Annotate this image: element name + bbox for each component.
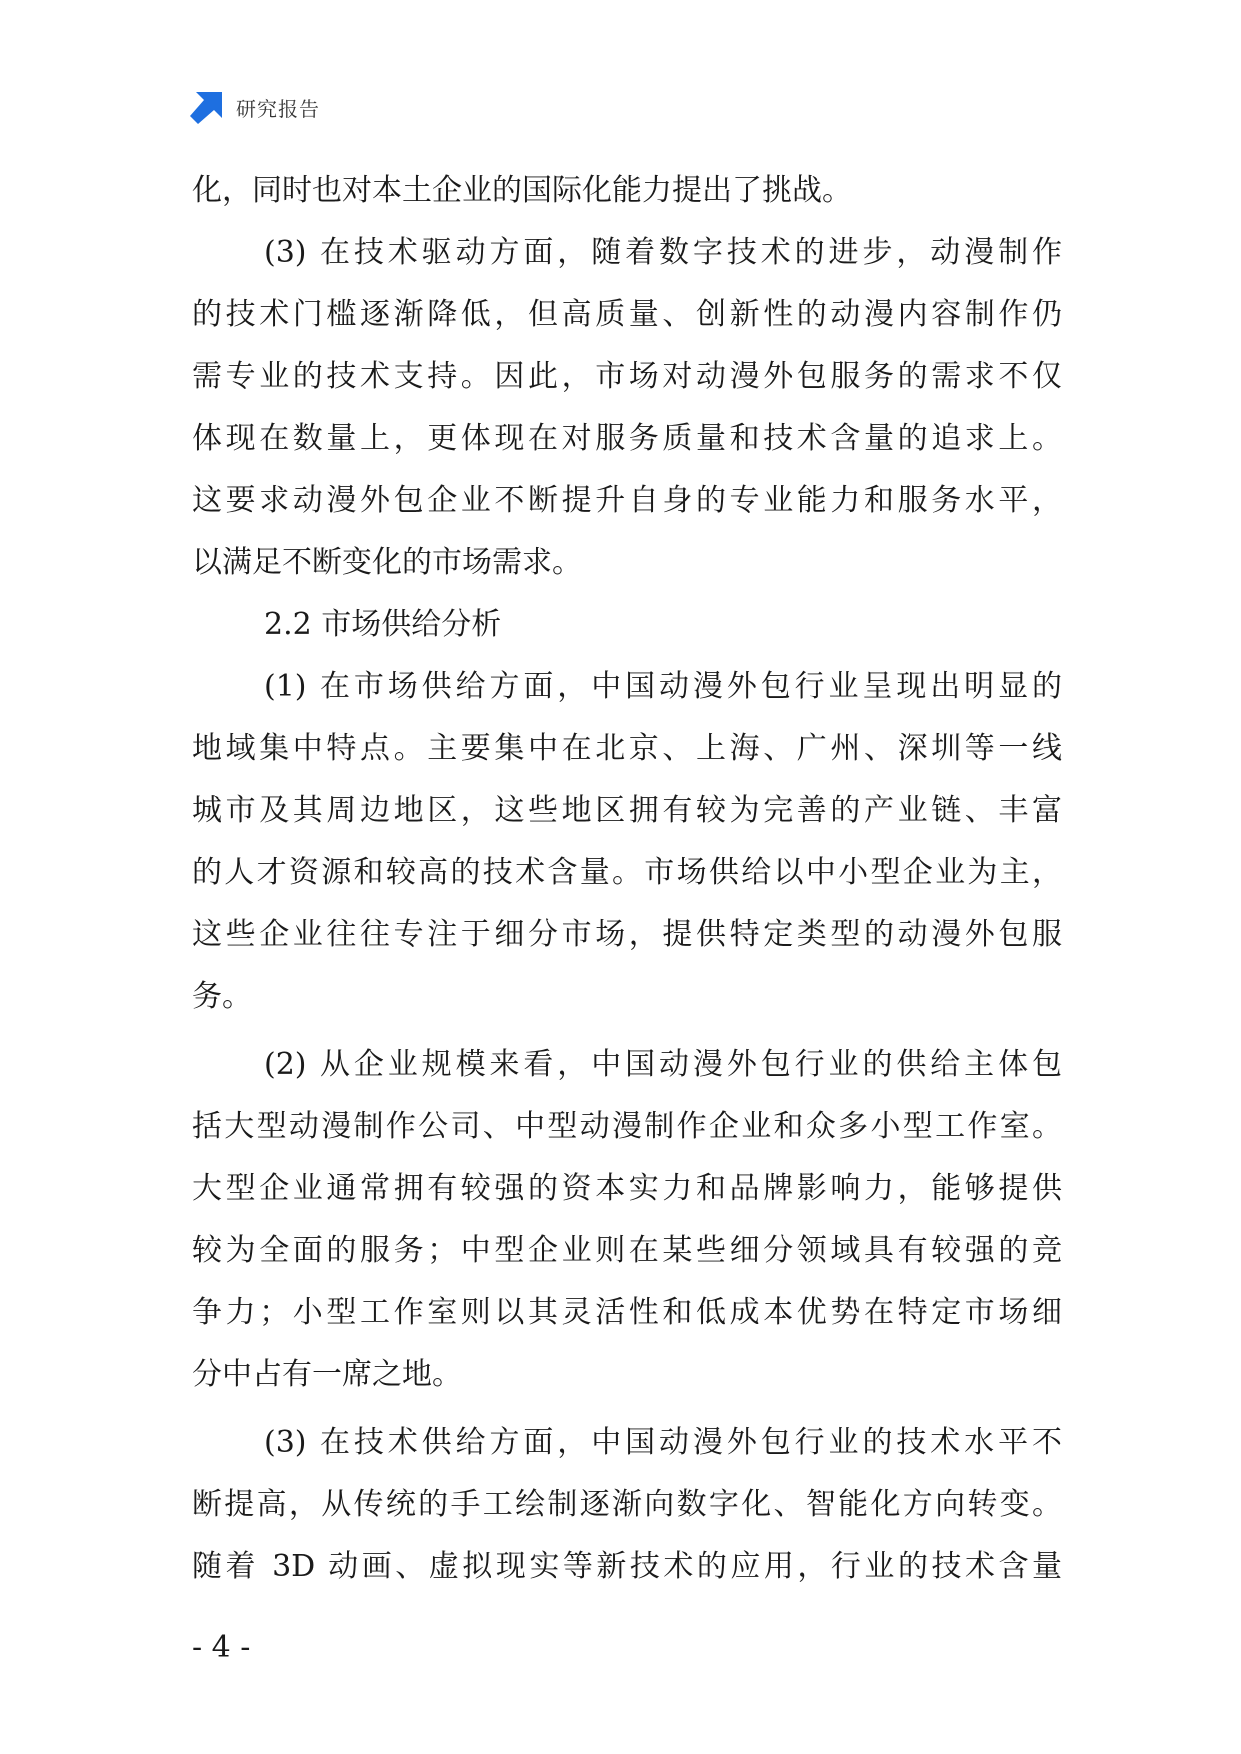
text-line: 务。 (192, 979, 252, 1014)
text-line: 的人才资源和较高的技术含量。市场供给以中小型企业为主， (192, 855, 1062, 890)
text-line: 断提高，从传统的手工绘制逐渐向数字化、智能化方向转变。 (192, 1487, 1062, 1522)
section-heading: 2.2 市场供给分析 (264, 607, 502, 642)
text-line: 地域集中特点。主要集中在北京、上海、广州、深圳等一线 (192, 731, 1062, 766)
arrow-up-right-icon (190, 90, 224, 124)
document-body (192, 160, 1062, 1598)
text-line: (2) 从企业规模来看，中国动漫外包行业的供给主体包 (264, 1047, 1062, 1082)
text-line: 需专业的技术支持。因此，市场对动漫外包服务的需求不仅 (192, 359, 1062, 394)
text-line: (3) 在技术供给方面，中国动漫外包行业的技术水平不 (264, 1425, 1062, 1460)
text-line: 化，同时也对本土企业的国际化能力提出了挑战。 (192, 173, 852, 208)
page-number: - 4 - (192, 1630, 251, 1665)
text-line: 随着 3D 动画、虚拟现实等新技术的应用，行业的技术含量 (192, 1549, 1062, 1584)
text-line: 分中占有一席之地。 (192, 1357, 462, 1392)
text-line: 以满足不断变化的市场需求。 (192, 545, 582, 580)
text-line: 体现在数量上，更体现在对服务质量和技术含量的追求上。 (192, 421, 1062, 456)
page-header (190, 90, 320, 124)
text-line: (3) 在技术驱动方面，随着数字技术的进步，动漫制作 (264, 235, 1062, 270)
text-line: 争力；小型工作室则以其灵活性和低成本优势在特定市场细 (192, 1295, 1062, 1330)
text-line: 大型企业通常拥有较强的资本实力和品牌影响力，能够提供 (192, 1171, 1062, 1206)
text-line: 较为全面的服务；中型企业则在某些细分领域具有较强的竞 (192, 1233, 1062, 1268)
header-title: 研究报告 (236, 96, 320, 121)
text-line: 括大型动漫制作公司、中型动漫制作企业和众多小型工作室。 (192, 1109, 1062, 1144)
text-line: 城市及其周边地区，这些地区拥有较为完善的产业链、丰富 (192, 793, 1062, 828)
text-line: 这要求动漫外包企业不断提升自身的专业能力和服务水平， (192, 483, 1062, 518)
text-line: 这些企业往往专注于细分市场，提供特定类型的动漫外包服 (192, 917, 1062, 952)
text-line: 的技术门槛逐渐降低，但高质量、创新性的动漫内容制作仍 (192, 297, 1062, 332)
text-line: (1) 在市场供给方面，中国动漫外包行业呈现出明显的 (264, 669, 1062, 704)
